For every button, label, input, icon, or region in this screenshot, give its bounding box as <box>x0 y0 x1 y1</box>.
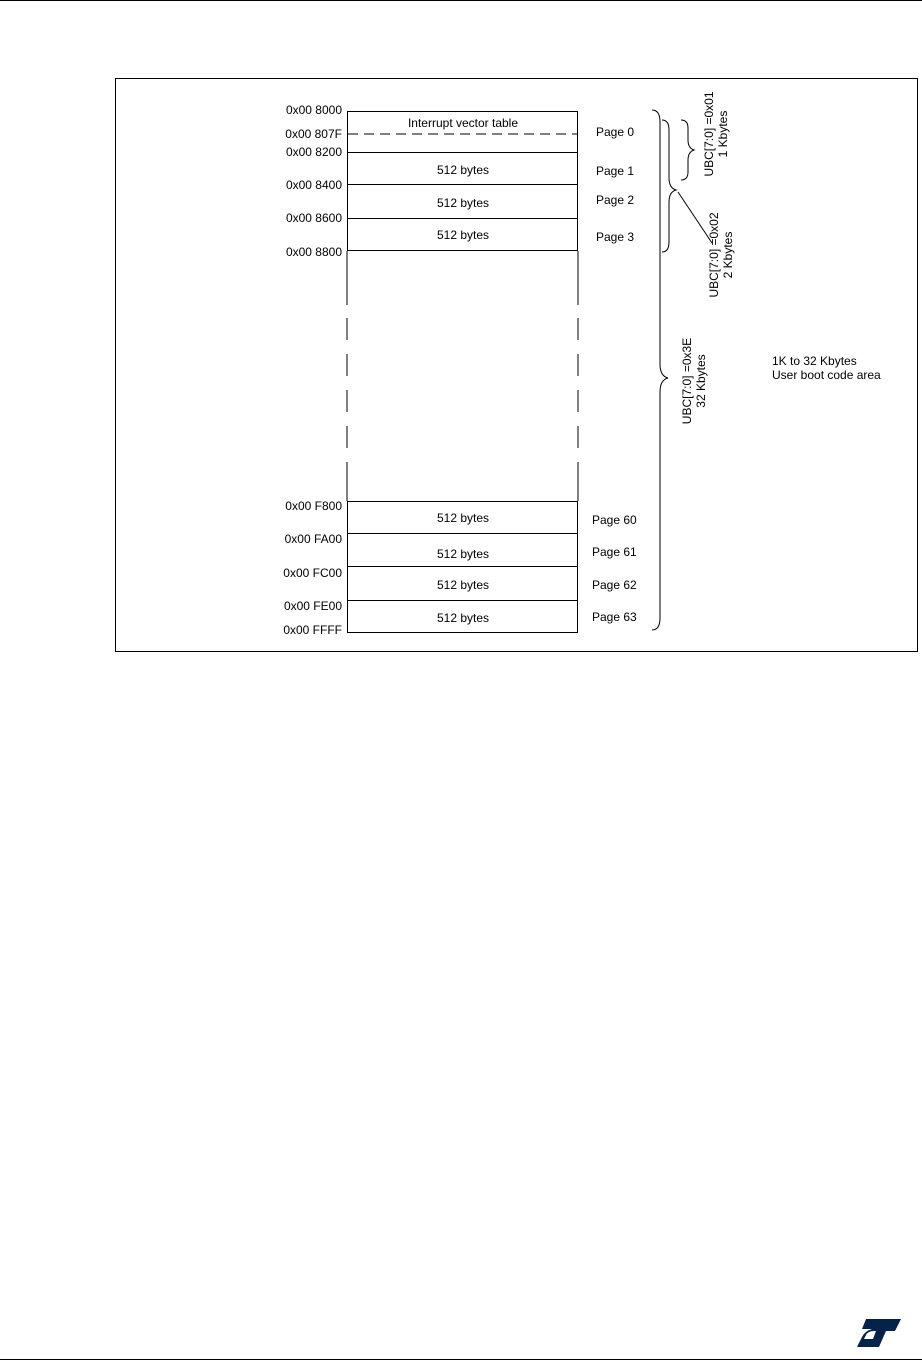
st-logo-shape <box>857 1319 901 1347</box>
ubc-32k-line2: 32 Kbytes <box>694 354 708 408</box>
cell-label: 512 bytes <box>436 578 490 592</box>
cell-label: 512 bytes <box>436 547 490 561</box>
address-label: 0x00 FA00 <box>284 532 342 546</box>
brace-1k <box>681 120 694 180</box>
cell-label: 512 bytes <box>436 228 490 242</box>
brace-2k <box>662 120 676 252</box>
page-label: Page 0 <box>596 125 635 139</box>
address-label: 0x00 8200 <box>285 145 342 159</box>
page-label: Page 63 <box>592 610 637 624</box>
cell-label: 512 bytes <box>436 511 490 525</box>
page-label: Page 2 <box>596 193 635 207</box>
page-label: Page 1 <box>596 164 635 178</box>
address-label: 0x00 8600 <box>285 211 342 225</box>
area-note-line1: 1K to 32 Kbytes <box>772 354 857 368</box>
area-note-line2: User boot code area <box>772 368 881 382</box>
page-label: Page 60 <box>592 513 637 527</box>
address-label: 0x00 8400 <box>285 178 342 192</box>
st-logo-icon <box>856 1318 902 1348</box>
page-label: Page 62 <box>592 578 637 592</box>
cell-label: 512 bytes <box>436 163 490 177</box>
address-label: 0x00 8800 <box>285 245 342 259</box>
cell-label: 512 bytes <box>436 611 490 625</box>
address-label: 0x00 F800 <box>285 499 342 513</box>
ubc-1k-label <box>702 79 732 189</box>
ubc-2k-label <box>707 200 737 310</box>
ubc-1k-line1: UBC[7:0] =0x01 <box>702 91 716 177</box>
cell-label: 512 bytes <box>436 196 490 210</box>
address-label: 0x00 FC00 <box>283 566 342 580</box>
ubc-2k-line1: UBC[7:0] =0x02 <box>707 212 721 298</box>
ubc-2k-line2: 2 Kbytes <box>721 231 735 279</box>
address-label: 0x00 807F <box>285 127 342 141</box>
address-label: 0x00 FFFF <box>283 623 342 637</box>
address-label: 0x00 FE00 <box>283 599 342 613</box>
cell-label: Interrupt vector table <box>407 116 519 130</box>
ubc-32k-line1: UBC[7:0] =0x3E <box>680 337 694 425</box>
ubc-32k-label <box>680 326 710 436</box>
page-label: Page 61 <box>592 545 637 559</box>
ubc-1k-line2: 1 Kbytes <box>716 110 730 158</box>
address-label: 0x00 8000 <box>285 103 342 117</box>
brace-32k <box>652 110 668 630</box>
page-label: Page 3 <box>596 230 635 244</box>
